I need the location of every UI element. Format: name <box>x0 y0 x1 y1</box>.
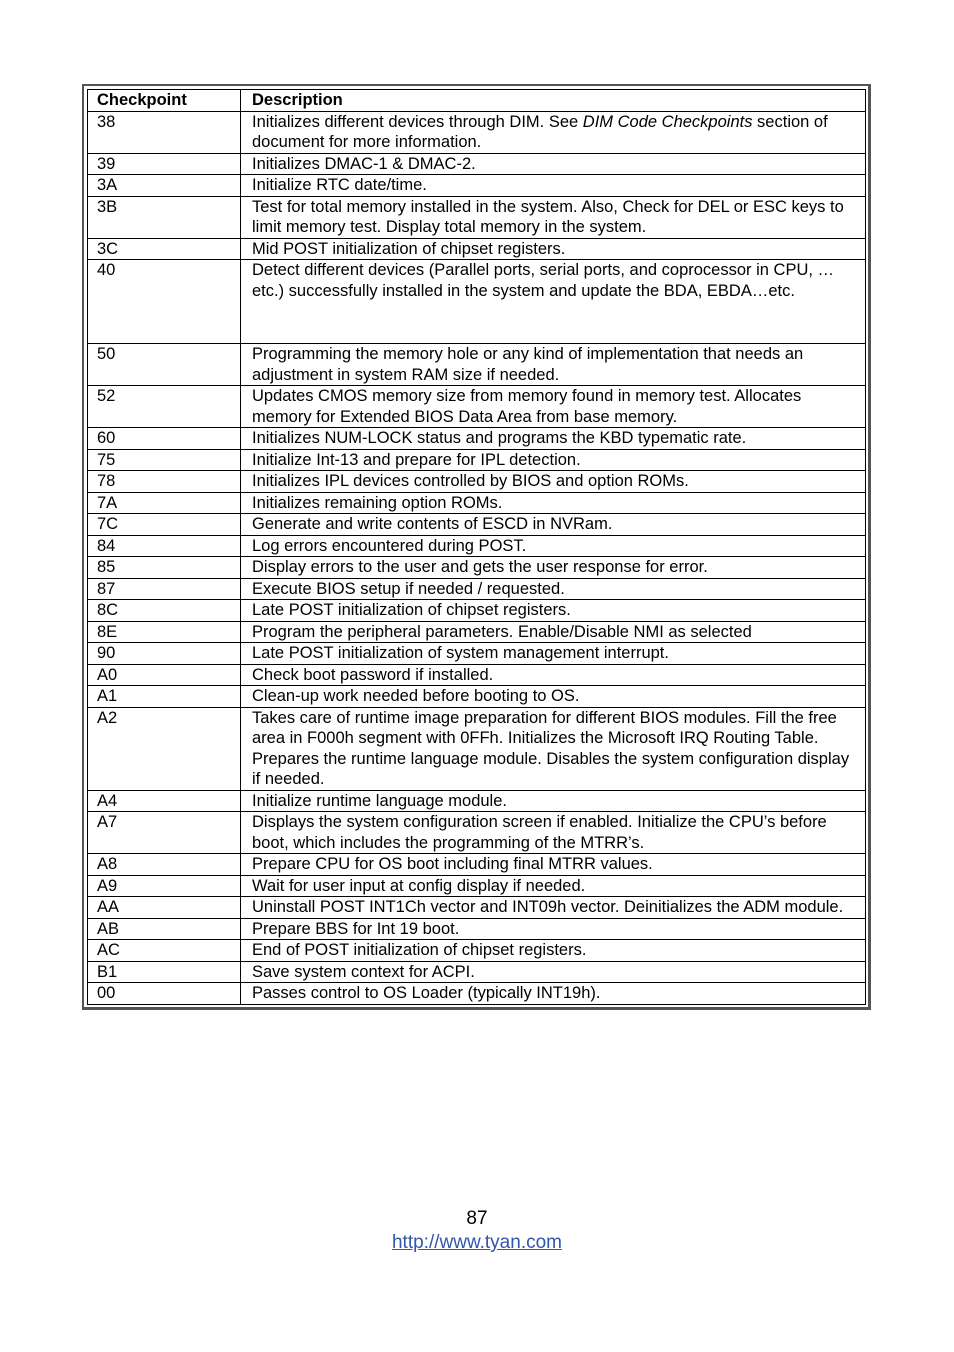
checkpoint-cell: A7 <box>88 812 241 854</box>
description-cell: Passes control to OS Loader (typically INT19h). <box>241 983 866 1005</box>
checkpoint-cell: 3B <box>88 196 241 238</box>
checkpoint-cell: A1 <box>88 686 241 708</box>
description-cell: Late POST initialization of chipset registers. <box>241 600 866 622</box>
description-cell: Test for total memory installed in the system. Also, Check for DEL or ESC keys to limit memory test. Display total memory in the system. <box>241 196 866 238</box>
description-cell: Generate and write contents of ESCD in NVRam. <box>241 514 866 536</box>
table-row <box>88 812 866 854</box>
checkpoint-cell: 8E <box>88 621 241 643</box>
checkpoint-cell: 8C <box>88 600 241 622</box>
description-text: Initializes different devices through DIM. See <box>252 112 583 131</box>
description-cell: End of POST initialization of chipset registers. <box>241 940 866 962</box>
checkpoint-cell: 87 <box>88 578 241 600</box>
checkpoint-cell: 90 <box>88 643 241 665</box>
table-row <box>88 664 866 686</box>
checkpoint-cell: AA <box>88 897 241 919</box>
description-cell: Initializes IPL devices controlled by BIOS and option ROMs. <box>241 471 866 493</box>
description-italic-reference: DIM Code Checkpoints <box>582 112 753 131</box>
table-row <box>88 175 866 197</box>
description-cell: Updates CMOS memory size from memory found in memory test. Allocates memory for Extended BIOS Data Area from base memory. <box>241 386 866 428</box>
table-row <box>88 449 866 471</box>
description-cell: Initializes NUM-LOCK status and programs the KBD typematic rate. <box>241 428 866 450</box>
footer-url-link[interactable]: http://www.tyan.com <box>391 1232 562 1253</box>
checkpoint-cell: 00 <box>88 983 241 1005</box>
description-text-tail: section of document for more information. <box>252 112 828 151</box>
checkpoint-cell: 84 <box>88 535 241 557</box>
checkpoint-cell: 60 <box>88 428 241 450</box>
table-row <box>88 428 866 450</box>
table-row <box>88 260 866 344</box>
table-row <box>88 790 866 812</box>
table-row <box>88 196 866 238</box>
table-row <box>88 535 866 557</box>
checkpoint-cell: B1 <box>88 961 241 983</box>
checkpoint-cell: AB <box>88 918 241 940</box>
checkpoint-cell: 78 <box>88 471 241 493</box>
table-row <box>88 940 866 962</box>
table-row <box>88 854 866 876</box>
table-row <box>88 492 866 514</box>
column-header-description: Description <box>241 90 866 112</box>
description-cell: Check boot password if installed. <box>241 664 866 686</box>
table-row <box>88 875 866 897</box>
checkpoint-table-frame <box>82 84 871 1010</box>
checkpoint-cell: 39 <box>88 153 241 175</box>
checkpoint-table <box>87 89 866 1005</box>
table-row <box>88 897 866 919</box>
description-cell: Initialize runtime language module. <box>241 790 866 812</box>
description-cell: Displays the system configuration screen if enabled. Initialize the CPU’s before boot, which includes the programming of the MTRR’s. <box>241 812 866 854</box>
description-cell: Mid POST initialization of chipset registers. <box>241 238 866 260</box>
checkpoint-cell: 85 <box>88 557 241 579</box>
description-cell: Initialize RTC date/time. <box>241 175 866 197</box>
description-cell: Execute BIOS setup if needed / requested. <box>241 578 866 600</box>
description-cell: Program the peripheral parameters. Enable/Disable NMI as selected <box>241 621 866 643</box>
table-header-row <box>88 90 866 112</box>
checkpoint-cell: 3A <box>88 175 241 197</box>
table-row <box>88 643 866 665</box>
table-row <box>88 707 866 790</box>
description-cell: Uninstall POST INT1Ch vector and INT09h vector. Deinitializes the ADM module. <box>241 897 866 919</box>
checkpoint-cell: A2 <box>88 707 241 790</box>
table-body <box>88 111 866 1004</box>
checkpoint-cell: 3C <box>88 238 241 260</box>
description-cell <box>241 111 866 153</box>
table-row <box>88 238 866 260</box>
description-cell: Clean-up work needed before booting to OS. <box>241 686 866 708</box>
table-row <box>88 471 866 493</box>
description-cell: Late POST initialization of system management interrupt. <box>241 643 866 665</box>
description-cell: Takes care of runtime image preparation for different BIOS modules. Fill the free area in F000h segment with 0FFh. Initializes the Microsoft IRQ Routing Table. Prepares the runtime language module. Disables the system configuration display if needed. <box>241 707 866 790</box>
page-number: 87 <box>466 1208 488 1229</box>
description-cell: Prepare CPU for OS boot including final MTRR values. <box>241 854 866 876</box>
table-row <box>88 153 866 175</box>
table-row <box>88 961 866 983</box>
table-row <box>88 578 866 600</box>
description-cell: Wait for user input at config display if needed. <box>241 875 866 897</box>
description-cell: Initialize Int-13 and prepare for IPL detection. <box>241 449 866 471</box>
table-row <box>88 621 866 643</box>
description-cell: Prepare BBS for Int 19 boot. <box>241 918 866 940</box>
checkpoint-cell: 7C <box>88 514 241 536</box>
checkpoint-cell: AC <box>88 940 241 962</box>
checkpoint-cell: 50 <box>88 344 241 386</box>
table-row <box>88 344 866 386</box>
checkpoint-cell: A4 <box>88 790 241 812</box>
table-row <box>88 514 866 536</box>
description-cell: Programming the memory hole or any kind of implementation that needs an adjustment in system RAM size if needed. <box>241 344 866 386</box>
description-cell: Log errors encountered during POST. <box>241 535 866 557</box>
description-cell: Initializes DMAC-1 & DMAC-2. <box>241 153 866 175</box>
description-cell: Initializes remaining option ROMs. <box>241 492 866 514</box>
table-row <box>88 600 866 622</box>
description-cell: Save system context for ACPI. <box>241 961 866 983</box>
table-row <box>88 111 866 153</box>
table-row <box>88 386 866 428</box>
checkpoint-cell: 52 <box>88 386 241 428</box>
checkpoint-cell: A9 <box>88 875 241 897</box>
checkpoint-cell: 38 <box>88 111 241 153</box>
checkpoint-cell: A8 <box>88 854 241 876</box>
table-row <box>88 557 866 579</box>
description-cell: Detect different devices (Parallel ports, serial ports, and coprocessor in CPU, … etc.) successfully installed in the system and update the BDA, EBDA…etc. <box>241 260 866 344</box>
checkpoint-cell: 40 <box>88 260 241 344</box>
checkpoint-cell: 7A <box>88 492 241 514</box>
column-header-checkpoint: Checkpoint <box>88 90 241 112</box>
table-row <box>88 983 866 1005</box>
checkpoint-cell: 75 <box>88 449 241 471</box>
table-row <box>88 686 866 708</box>
checkpoint-cell: A0 <box>88 664 241 686</box>
table-row <box>88 918 866 940</box>
description-cell: Display errors to the user and gets the user response for error. <box>241 557 866 579</box>
